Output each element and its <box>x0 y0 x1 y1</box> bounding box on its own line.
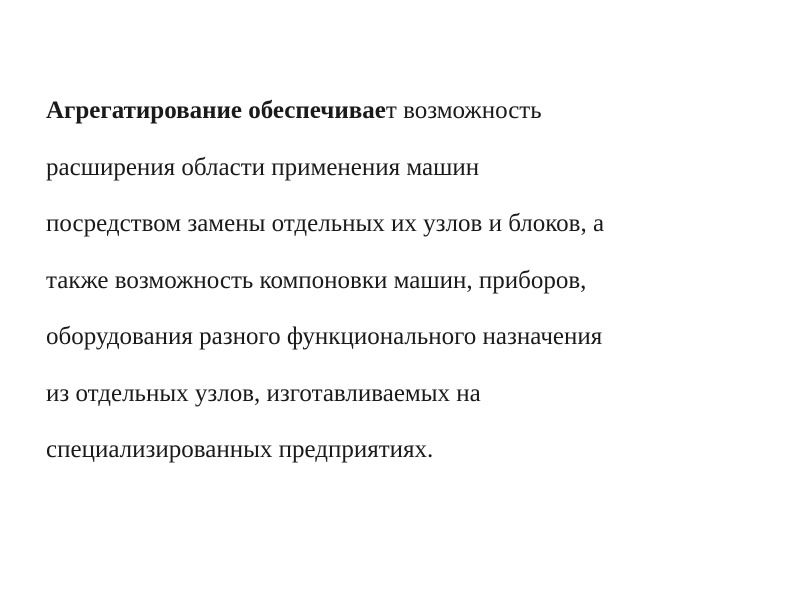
paragraph-line-1-rest: т возможность <box>385 97 542 124</box>
paragraph-line-4: также возможность компоновки машин, приборов, <box>46 266 587 294</box>
paragraph-line-7: специализированных предприятиях. <box>46 436 434 463</box>
bold-term: Агрегатирование обеспечивае <box>46 97 386 124</box>
paragraph-line-2: расширения области применения машин <box>46 153 480 181</box>
paragraph-line-3: посредством замены отдельных их узлов и блоков, а <box>46 210 605 237</box>
paragraph-line-6: из отдельных узлов, изготавливаемых на <box>46 379 481 407</box>
paragraph-line-1 <box>46 83 766 140</box>
body-paragraph <box>46 83 766 479</box>
paragraph-line-5: оборудования разного функционального назначения <box>46 323 603 350</box>
